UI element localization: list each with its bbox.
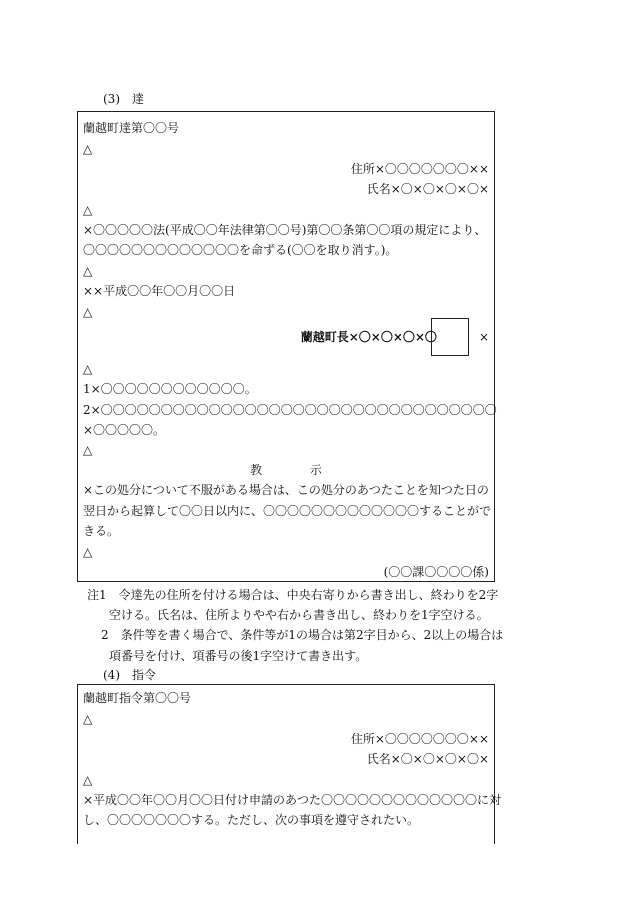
section-3-heading: (3) 達 [103, 92, 144, 106]
section-4-heading: (4) 指令 [103, 668, 156, 682]
body-text: し、〇〇〇〇〇〇〇する。ただし、次の事項を遵守されたい。 [83, 813, 420, 827]
recipient-name: 氏名×〇×〇×〇×〇× [366, 182, 489, 196]
blank-marker: △ [83, 142, 93, 156]
note-1: 注1 令達先の住所を付ける場合は、中央右寄りから書き出し、終わりを2字 [87, 588, 499, 602]
condition-item-2: 2×〇〇〇〇〇〇〇〇〇〇〇〇〇〇〇〇〇〇〇〇〇〇〇〇〇〇〇〇〇〇〇〇〇 [83, 403, 497, 417]
doc-number: 蘭越町達第〇〇号 [83, 121, 180, 135]
condition-item-2-cont: ×〇〇〇〇〇。 [83, 423, 166, 437]
section-4-document-box [77, 684, 502, 844]
doc-number: 蘭越町指令第〇〇号 [83, 691, 192, 705]
address: 住所×〇〇〇〇〇〇〇×× [350, 732, 489, 746]
body-text: ×平成〇〇年〇〇月〇〇日付け申請のあつた〇〇〇〇〇〇〇〇〇〇〇〇〇に対 [83, 793, 502, 807]
notice-text: きる。 [83, 524, 120, 538]
blank-marker: △ [83, 203, 93, 217]
condition-item-1: 1×〇〇〇〇〇〇〇〇〇〇〇〇。 [83, 382, 257, 396]
signer-name: 蘭越町長×〇×〇×〇×〇 [300, 330, 437, 344]
date-line: ××平成〇〇年〇〇月〇〇日 [83, 284, 236, 298]
seal-box [431, 318, 469, 356]
signer-trailing-mark: × [478, 330, 489, 344]
signature-row [301, 318, 489, 356]
blank-marker: △ [83, 305, 93, 319]
blank-marker: △ [83, 545, 93, 559]
department: (〇〇課〇〇〇〇係) [383, 565, 489, 579]
notice-text: 翌日から起算して〇〇日以内に、〇〇〇〇〇〇〇〇〇〇〇〇〇することがで [83, 504, 492, 518]
blank-marker: △ [83, 712, 93, 726]
recipient-name: 氏名×〇×〇×〇×〇× [366, 752, 489, 766]
blank-marker: △ [83, 264, 93, 278]
notice-title-char: 示 [309, 463, 322, 477]
blank-marker: △ [83, 443, 93, 457]
notice-text: ×この処分について不服がある場合は、この処分のあつたことを知つた日の [83, 483, 489, 497]
note-1-cont: 空ける。氏名は、住所よりやや右から書き出し、終わりを1字空ける。 [109, 608, 489, 622]
note-2: 2 条件等を書く場合で、条件等が1の場合は第2字目から、2以上の場合は [101, 628, 504, 642]
blank-marker: △ [83, 362, 93, 376]
section-3-document-box [77, 111, 495, 582]
notice-title [78, 462, 494, 478]
note-2-cont: 項番号を付け、項番号の後1字空けて書き出す。 [109, 649, 368, 663]
body-text: ×〇〇〇〇〇法(平成〇〇年法律第〇〇号)第〇〇条第〇〇項の規定により、 [83, 223, 487, 237]
body-text: 〇〇〇〇〇〇〇〇〇〇〇〇〇を命ずる(〇〇を取り消す。)。 [83, 243, 398, 257]
address: 住所×〇〇〇〇〇〇〇×× [350, 162, 489, 176]
notice-title-char: 教 [250, 463, 263, 477]
blank-marker: △ [83, 773, 93, 787]
